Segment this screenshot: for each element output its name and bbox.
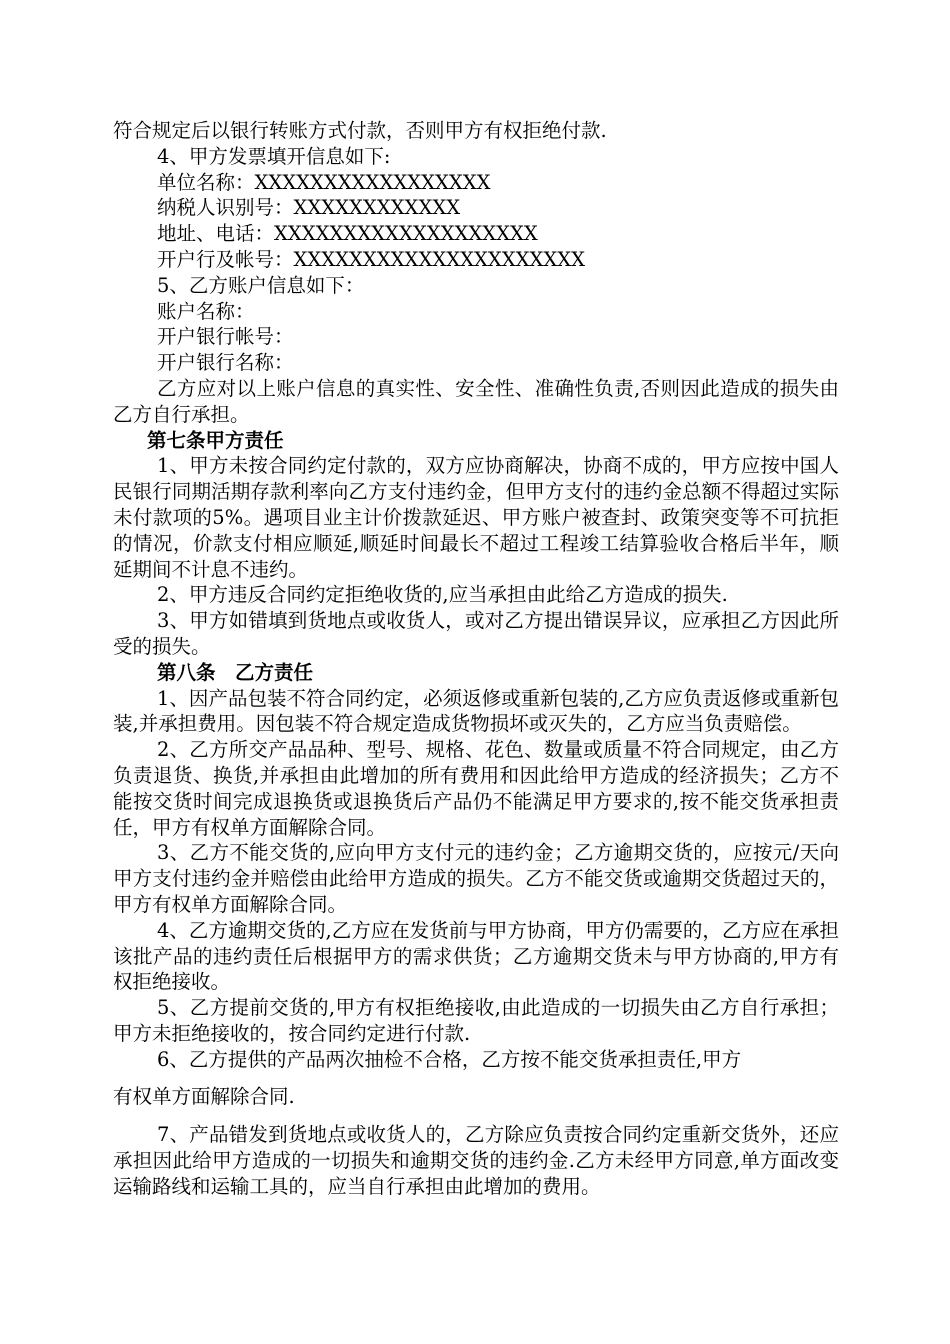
text-line: 开户银行名称： bbox=[157, 351, 294, 375]
text-line: 开户行及帐号：XXXXXXXXXXXXXXXXXXXXX bbox=[157, 247, 586, 271]
paragraph: 4、乙方逾期交货的,乙方应在发货前与甲方协商，甲方仍需要的，乙方应在承担该批产品的违约责任后根据甲方的需求供货；乙方逾期交货未与甲方协商的,甲方有权拒绝接收。 bbox=[113, 918, 839, 994]
text-line: 有权单方面解除合同. bbox=[113, 1085, 295, 1109]
paragraph: 2、甲方违反合同约定拒绝收货的,应当承担由此给乙方造成的损失. bbox=[157, 583, 728, 607]
text-line: 单位名称：XXXXXXXXXXXXXXXXX bbox=[157, 170, 491, 194]
paragraph: 5、乙方提前交货的,甲方有权拒绝接收,由此造成的一切损失由乙方自行承担；甲方未拒绝接收的，按合同约定进行付款. bbox=[113, 996, 839, 1045]
text-line: 符合规定后以银行转账方式付款，否则甲方有权拒绝付款. bbox=[113, 119, 607, 142]
paragraph: 3、乙方不能交货的,应向甲方支付元的违约金；乙方逾期交货的，应按元/天向甲方支付违约金并赔偿由此给甲方造成的损失。乙方不能交货或逾期交货超过天的，甲方有权单方面解除合同。 bbox=[113, 841, 839, 916]
section-heading: 第八条 乙方责任 bbox=[157, 660, 314, 684]
text-line: 4、甲方发票填开信息如下: bbox=[157, 144, 391, 168]
paragraph: 1、因产品包装不符合同约定，必须返修或重新包装的,乙方应负责返修或重新包装,并承担费用。因包装不符合规定造成货物损坏或灭失的，乙方应当负责赔偿。 bbox=[113, 686, 839, 736]
text-line: 6、乙方提供的产品两次抽检不合格，乙方按不能交货承担责任,甲方 bbox=[157, 1047, 742, 1071]
section-heading: 第七条甲方责任 bbox=[147, 428, 284, 452]
paragraph: 7、产品错发到货地点或收货人的，乙方除应负责按合同约定重新交货外，还应承担因此给甲方造成的一切损失和逾期交货的违约金.乙方未经甲方同意,单方面改变运输路线和运输工具的，应当自行承担由此增加的费用。 bbox=[113, 1123, 839, 1198]
text-line: 开户银行帐号： bbox=[157, 325, 294, 349]
text-line: 账户名称： bbox=[157, 299, 255, 323]
text-line: 纳税人识别号：XXXXXXXXXXXX bbox=[157, 196, 461, 220]
paragraph: 乙方应对以上账户信息的真实性、安全性、准确性负责,否则因此造成的损失由乙方自行承担。 bbox=[113, 376, 839, 426]
paragraph: 3、甲方如错填到货地点或收货人，或对乙方提出错误异议，应承担乙方因此所受的损失。 bbox=[113, 609, 839, 658]
text-line: 地址、电话：XXXXXXXXXXXXXXXXXXX bbox=[157, 222, 538, 246]
paragraph: 2、乙方所交产品品种、型号、规格、花色、数量或质量不符合同规定，由乙方负责退货、换货,并承担由此增加的所有费用和因此给甲方造成的经济损失；乙方不能按交货时间完成退换货或退换货后产品仍不能满足甲方要求的,按不能交货承担责任，甲方有权单方面解除合同。 bbox=[113, 738, 839, 839]
paragraph: 1、甲方未按合同约定付款的，双方应协商解决，协商不成的，甲方应按中国人民银行同期活期存款利率向乙方支付违约金，但甲方支付的违约金总额不得超过实际未付款项的5%。遇项目业主计价拨款延迟、甲方账户被查封、政策突变等不可抗拒的情况，价款支付相应顺延,顺延时间最长不超过工程竣工结算验收合格后半年，顺延期间不计息不违约。 bbox=[113, 454, 839, 581]
document-page bbox=[113, 118, 839, 1200]
text-line: 5、乙方账户信息如下： bbox=[157, 273, 365, 297]
